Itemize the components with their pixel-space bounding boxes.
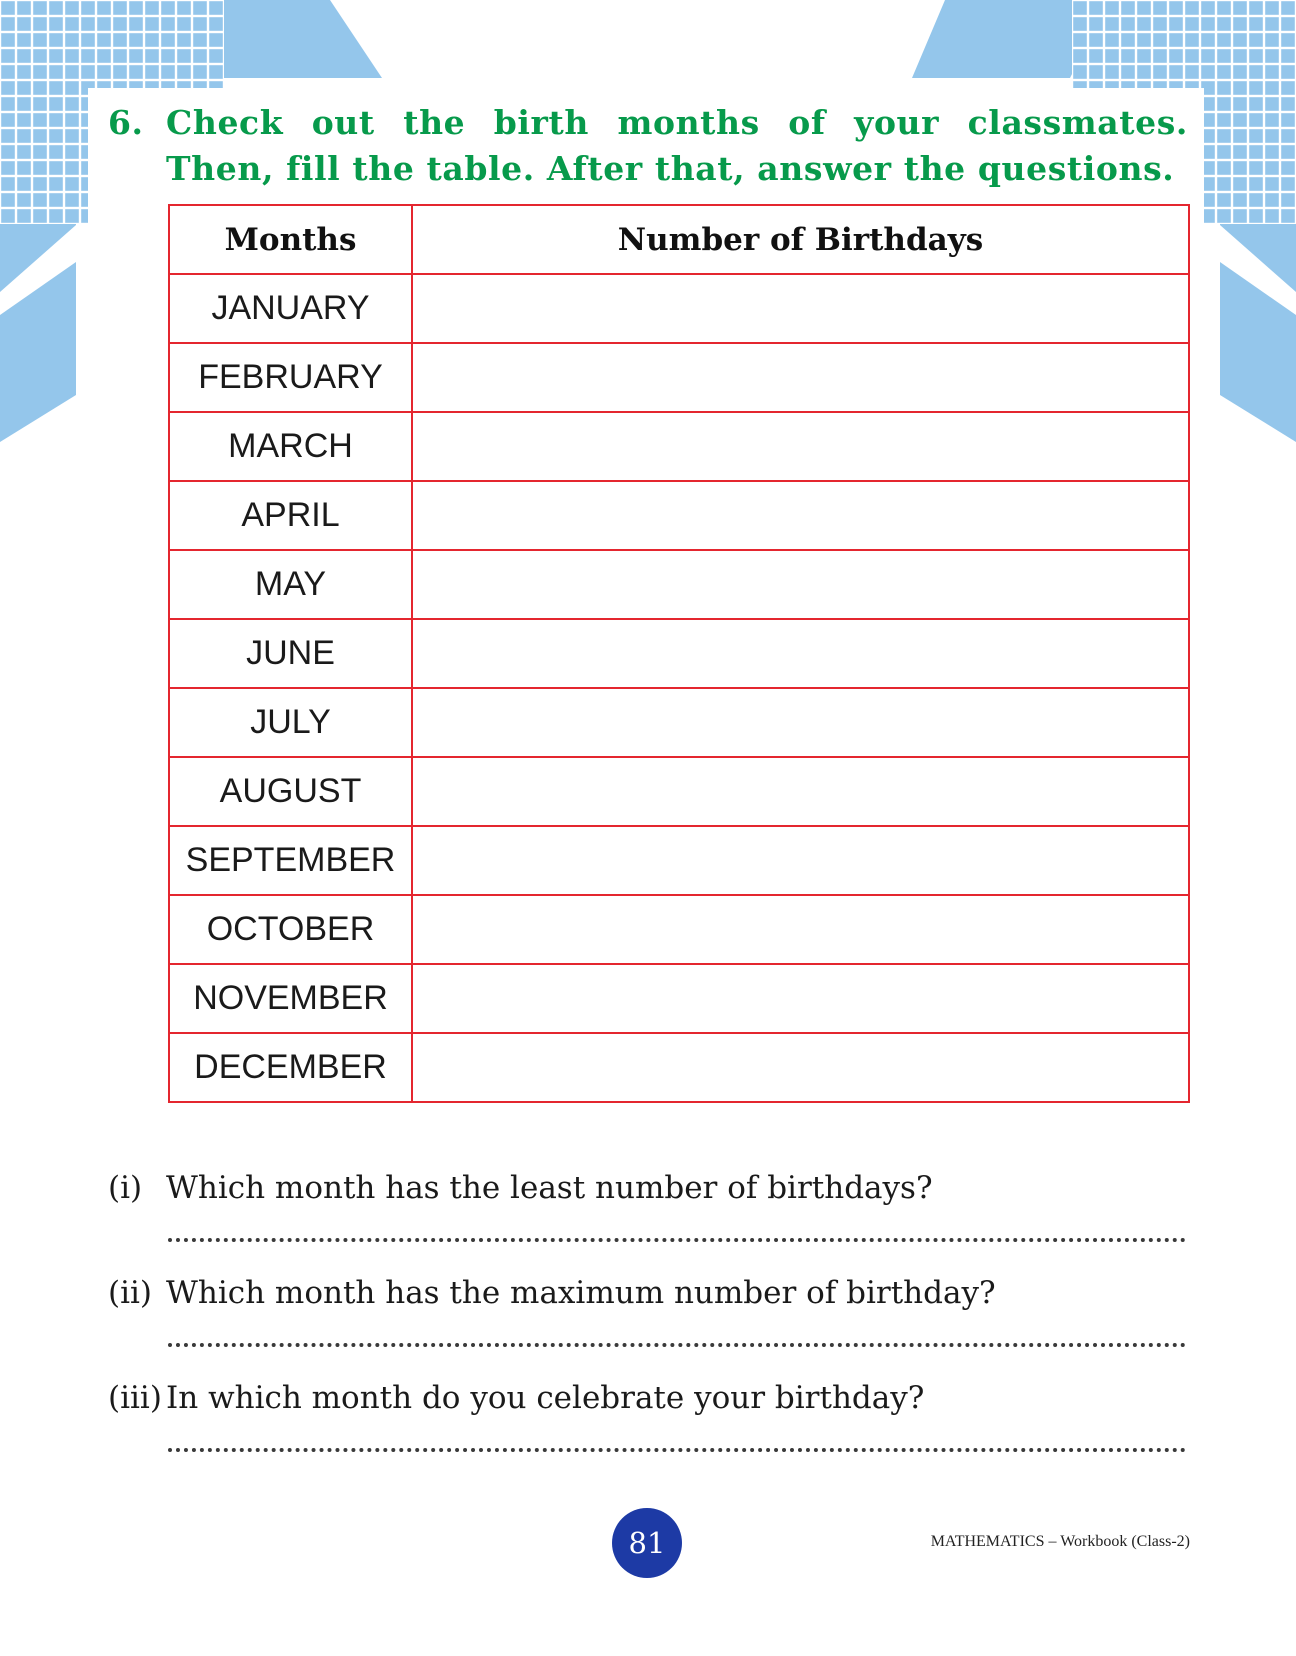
birthday-count-cell[interactable] [412, 757, 1189, 826]
month-cell: OCTOBER [169, 895, 412, 964]
birthday-count-cell[interactable] [412, 619, 1189, 688]
table-row [169, 619, 1189, 688]
right-grid-top [1072, 0, 1296, 88]
footer-book-title: MATHEMATICS – Workbook (Class-2) [930, 1533, 1190, 1550]
table-row [169, 757, 1189, 826]
answer-line[interactable] [168, 1448, 1186, 1452]
birthday-count-cell[interactable] [412, 895, 1189, 964]
birthday-count-cell[interactable] [412, 1033, 1189, 1102]
left-side-shape-lower [0, 262, 76, 442]
birthday-count-cell[interactable] [412, 274, 1189, 343]
question-text: Check out the birth months of your classmates. Then, fill the table. After that, answer the questions. [166, 103, 1188, 188]
birthday-count-cell[interactable] [412, 343, 1189, 412]
sub-question-label: (i) [108, 1170, 143, 1206]
sub-question-text: Which month has the maximum number of birthday? [166, 1275, 996, 1311]
question-number: 6. [108, 103, 144, 142]
month-cell: JANUARY [169, 274, 412, 343]
table-row [169, 481, 1189, 550]
table-row [169, 274, 1189, 343]
sub-question-text: In which month do you celebrate your birthday? [166, 1380, 925, 1416]
birthday-count-cell[interactable] [412, 964, 1189, 1033]
sub-question-label: (iii) [108, 1380, 162, 1416]
sub-question-2 [108, 1275, 1188, 1380]
birthday-table [168, 204, 1190, 1103]
sub-question-1 [108, 1170, 1188, 1275]
header-months: Months [169, 205, 412, 274]
right-grid-side [1204, 88, 1296, 224]
header-number-of-birthdays: Number of Birthdays [412, 205, 1189, 274]
sub-question-text: Which month has the least number of birthdays? [166, 1170, 933, 1206]
birthday-count-cell[interactable] [412, 481, 1189, 550]
left-grid-side [0, 88, 88, 224]
table-row [169, 964, 1189, 1033]
answer-line[interactable] [168, 1238, 1186, 1242]
table-row [169, 688, 1189, 757]
sub-question-3 [108, 1380, 1188, 1485]
month-cell: FEBRUARY [169, 343, 412, 412]
birthday-count-cell[interactable] [412, 550, 1189, 619]
page-number-badge: 81 [612, 1508, 682, 1578]
question-header [108, 100, 1188, 192]
answer-line[interactable] [168, 1343, 1186, 1347]
sub-questions [108, 1170, 1188, 1485]
table-row [169, 826, 1189, 895]
table-header-row [169, 205, 1189, 274]
sub-question-label: (ii) [108, 1275, 153, 1311]
birthday-count-cell[interactable] [412, 412, 1189, 481]
table-row [169, 343, 1189, 412]
table-row [169, 895, 1189, 964]
birthday-count-cell[interactable] [412, 826, 1189, 895]
month-cell: SEPTEMBER [169, 826, 412, 895]
month-cell: APRIL [169, 481, 412, 550]
month-cell: AUGUST [169, 757, 412, 826]
table-row [169, 1033, 1189, 1102]
month-cell: NOVEMBER [169, 964, 412, 1033]
right-side-shape-lower [1220, 262, 1296, 442]
month-cell: MAY [169, 550, 412, 619]
month-cell: DECEMBER [169, 1033, 412, 1102]
month-cell: MARCH [169, 412, 412, 481]
birthday-count-cell[interactable] [412, 688, 1189, 757]
month-cell: JUNE [169, 619, 412, 688]
month-cell: JULY [169, 688, 412, 757]
table-row [169, 550, 1189, 619]
table-row [169, 412, 1189, 481]
left-grid-top [0, 0, 224, 88]
